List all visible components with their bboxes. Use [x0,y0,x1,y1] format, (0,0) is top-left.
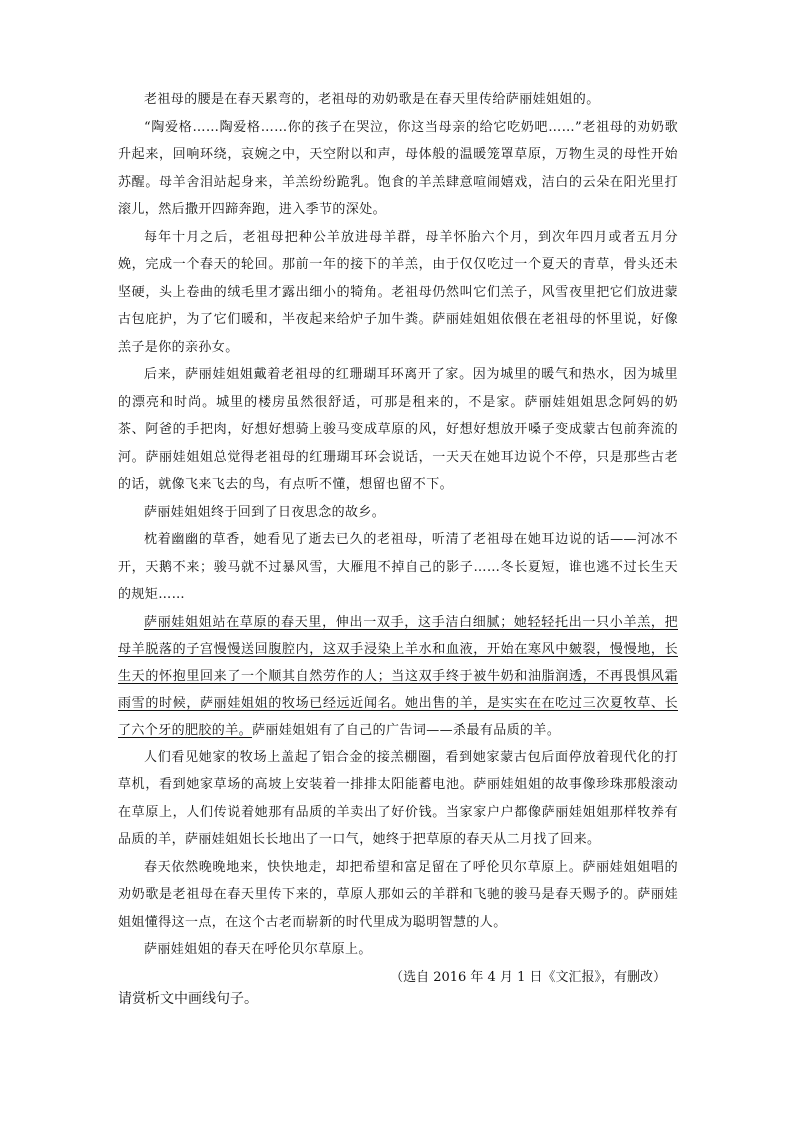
paragraph-8: 人们看见她家的牧场上盖起了铝合金的接羔棚圈，看到她家蒙古包后面停放着现代化的打草机，看到她家草场的高坡上安装着一排排太阳能蓄电池。萨丽娃姐姐的故事像珍珠那般滚动在草原上，人们传说着她那有品质的羊卖出了好价钱。当家家户户都像萨丽娃姐姐那样牧养有品质的羊，萨丽娃姐姐长长地出了一口气，她终于把草原的春天从二月找了回来。 [118,749,678,847]
paragraph-3: 每年十月之后，老祖母把种公羊放进母羊群，母羊怀胎六个月，到次年四月或者五月分娩，完成一个春天的轮回。那前一年的接下的羊羔，由于仅仅吃过一个夏天的青草，骨头还未坚硬，头上卷曲的绒毛里才露出细小的犄角。老祖母仍然叫它们羔子，风雪夜里把它们放进蒙古包庇护，为了它们暖和，半夜起来给炉子加牛粪。萨丽娃姐姐依偎在老祖母的怀里说，好像羔子是你的亲孙女。 [118,229,678,355]
paragraph-1: 老祖母的腰是在春天累弯的，老祖母的劝奶歌是在春天里传给萨丽娃姐姐的。 [144,92,600,107]
source-citation: （选自 2016 年 4 月 1 日《文汇报》，有删改） [390,969,666,985]
paragraph-7 [118,609,678,744]
question-prompt: 请赏析文中画线句子。 [118,991,258,1007]
paragraph-9: 春天依然晚晚地来，快快地走，却把希望和富足留在了呼伦贝尔草原上。萨丽娃姐姐唱的劝奶歌是老祖母在春天里传下来的，草原人那如云的羊群和飞驰的骏马是春天赐予的。萨丽娃姐姐懂得这一点，在这个古老而崭新的时代里成为聪明智慧的人。 [118,859,678,930]
paragraph-10: 萨丽娃姐姐的春天在呼伦贝尔草原上。 [144,942,372,957]
paragraph-7-tail: 萨丽娃姐姐有了自己的广告词——杀最有品质的羊。 [252,722,561,738]
article [118,86,678,991]
paragraph-5: 萨丽娃姐姐终于回到了日夜思念的故乡。 [144,504,386,520]
paragraph-2: “陶爱格……陶爱格……你的孩子在哭泣，你这当母亲的给它吃奶吧……”老祖母的劝奶歌升起来，回响环绕，哀婉之中，天空附以和声，母体般的温暖笼罩草原，万物生灵的母性开始苏醒。母羊舍泪站起身来，羊羔纷纷跪乳。饱食的羊羔肆意喧闹嬉戏，洁白的云朵在阳光里打滚儿，然后撒开四蹄奔跑，进入季节的深处。 [118,119,678,217]
underlined-sentence: 萨丽娃姐姐站在草原的春天里，伸出一双手，这手洁白细腻；她轻轻托出一只小羊羔，把母羊脱落的子宫慢慢送回腹腔内，这双手浸染上羊水和血液，开始在寒风中皴裂，慢慢地，长生天的怀抱里回来了一个顺其自然劳作的人；当这双手终于被牛奶和油脂润透，不再畏惧风霜雨雪的时候，萨丽娃姐姐的牧场已经远近闻名。她出售的羊，是实实在在吃过三次夏牧草、长了六个牙的肥胶的羊。 [118,614,678,738]
paragraph-4: 后来，萨丽娃姐姐戴着老祖母的红珊瑚耳环离开了家。因为城里的暖气和热水，因为城里的漂亮和时尚。城里的楼房虽然很舒适，可那是租来的，不是家。萨丽娃姐姐思念阿妈的奶茶、阿爸的手把肉，好想好想骑上骏马变成草原的风，好想好想放开嗓子变成蒙古包前奔流的河。萨丽娃姐姐总觉得老祖母的红珊瑚耳环会说话，一天天在她耳边说个不停，只是那些古老的话，就像飞来飞去的鸟，有点听不懂，想留也留不下。 [118,367,678,492]
paragraph-6: 枕着幽幽的草香，她看见了逝去已久的老祖母，听清了老祖母在她耳边说的话——河冰不开，天鹅不来；骏马就不过暴风雪，大雁甩不掉自己的影子……冬长夏短，谁也逃不过长生天的规矩…… [118,532,678,602]
